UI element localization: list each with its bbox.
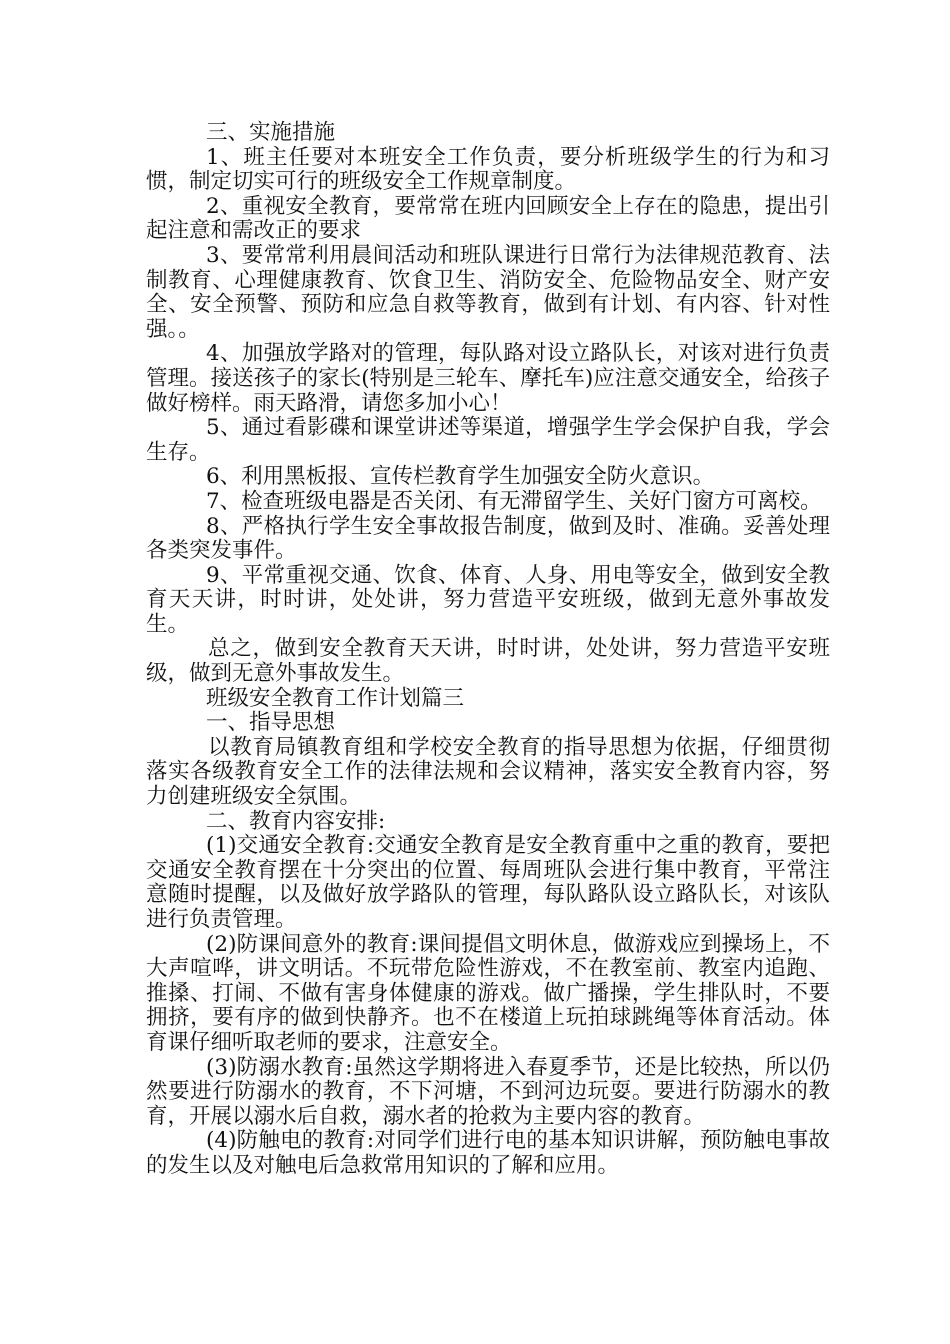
measure-item-4: 4、加强放学路对的管理，每队路对设立路队长，对该对进行负责管理。接送孩子的家长(特别是三轮车、摩托车)应注意交通安全，给孩子做好榜样。雨天路滑，请您多加小心！ <box>146 341 830 416</box>
content-item-recess-safety: (2)防课间意外的教育:课间提倡文明休息，做游戏应到操场上，不大声喧哗，讲文明话。不玩带危险性游戏，不在教室前、教室内追跑、推搡、打闹、不做有害身体健康的游戏。做广播操，学生排队时，不要拥挤，要有序的做到快静齐。也不在楼道上玩拍球跳绳等体育活动。体育课仔细听取老师的要求，注意安全。 <box>146 931 830 1055</box>
measure-item-2: 2、重视安全教育，要常常在班内回顾安全上存在的隐患，提出引起注意和需改正的要求 <box>146 193 830 244</box>
document-body <box>146 121 830 1179</box>
measure-item-7: 7、检查班级电器是否关闭、有无滞留学生、关好门窗方可离校。 <box>206 488 822 514</box>
section-heading-content-arrangement: 二、教育内容安排: <box>206 808 386 834</box>
article-title-part-three: 班级安全教育工作计划篇三 <box>206 685 465 711</box>
content-item-electric-shock-prevention: (4)防触电的教育:对同学们进行电的基本知识讲解，预防触电事故的发生以及对触电后急救常用知识的了解和应用。 <box>146 1128 830 1178</box>
measure-item-5: 5、通过看影碟和课堂讲述等渠道，增强学生学会保护自我，学会生存。 <box>146 415 830 465</box>
measure-item-9: 9、平常重视交通、饮食、体育、人身、用电等安全，做到安全教育天天讲，时时讲，处处讲，努力营造平安班级，做到无意外事故发生。 <box>146 562 830 637</box>
content-item-traffic-safety: (1)交通安全教育:交通安全教育是安全教育重中之重的教育，要把交通安全教育摆在十分突出的位置、每周班队会进行集中教育，平常注意随时提醒，以及做好放学路队的管理，每队路队设立路队长，对该队进行负责管理。 <box>146 833 830 932</box>
measure-item-1: 1、班主任要对本班安全工作负责，要分析班级学生的行为和习惯，制定切实可行的班级安全工作规章制度。 <box>146 144 830 195</box>
section-heading-measures: 三、实施措施 <box>206 120 336 145</box>
measure-item-3: 3、要常常利用晨间活动和班队课进行日常行为法律规范教育、法制教育、心理健康教育、饮食卫生、消防安全、危险物品安全、财产安全、安全预警、预防和应急自救等教育，做到有计划、有内容、针对性强。。 <box>146 242 830 342</box>
guiding-ideas-paragraph: 以教育局镇教育组和学校安全教育的指导思想为依据，仔细贯彻落实各级教育安全工作的法律法规和会议精神，落实安全教育内容，努力创建班级安全氛围。 <box>146 734 830 810</box>
section-heading-guiding-ideas: 一、指导思想 <box>206 710 336 736</box>
summary-paragraph: 总之，做到安全教育天天讲，时时讲，处处讲，努力营造平安班级，做到无意外事故发生。 <box>146 636 830 687</box>
measure-item-6: 6、利用黑板报、宣传栏教育学生加强安全防火意识。 <box>206 464 715 490</box>
measure-item-8: 8、严格执行学生安全事故报告制度，做到及时、准确。妥善处理各类突发事件。 <box>146 513 830 564</box>
content-item-drowning-prevention: (3)防溺水教育:虽然这学期将进入春夏季节，还是比较热，所以仍然要进行防溺水的教育，不下河塘，不到河边玩耍。要进行防溺水的教育，开展以溺水后自救，溺水者的抢救为主要内容的教育。 <box>146 1054 830 1129</box>
